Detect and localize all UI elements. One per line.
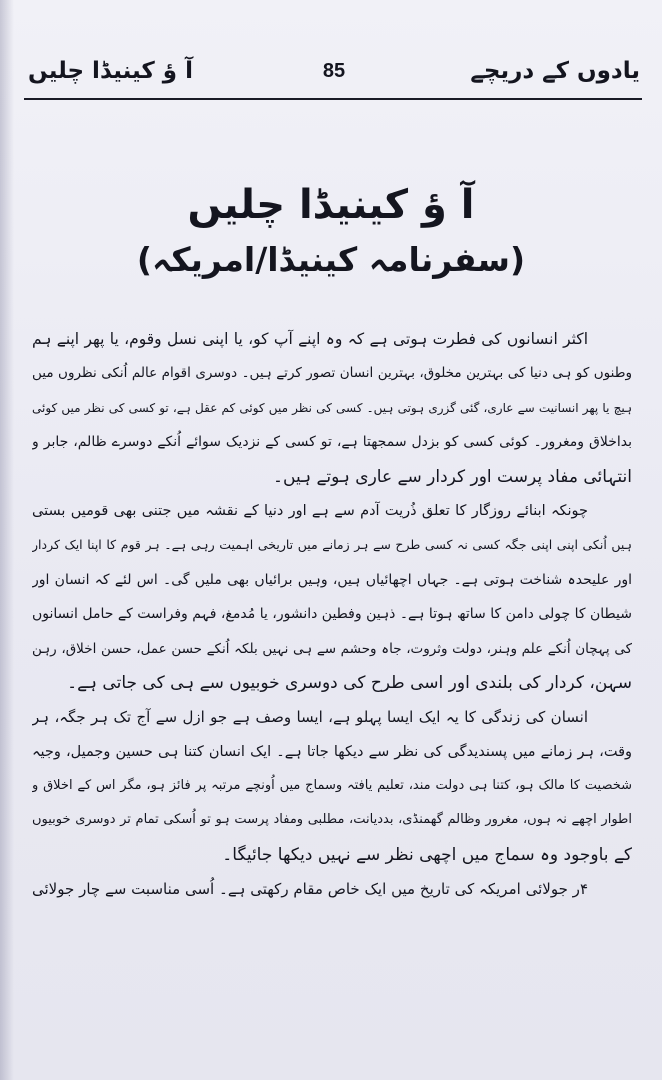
chapter-title: آ ؤ کینیڈا چلیں: [187, 182, 475, 228]
body-line: اور علیحدہ شناخت ہوتی ہے۔ جہاں اچھائیاں ہیں، وہیں برائیاں بھی ملیں گی۔ اس لئے کہ انسان اور: [32, 571, 632, 588]
book-title: یادوں کے دریچے: [470, 58, 640, 84]
body-line: شیطان کا چولی دامن کا ساتھ ہوتا ہے۔ ذہین وفطین دانشور، یا مُدمغ، فہم وفراست کے حامل انسانوں: [32, 606, 632, 623]
body-line: کی پہچان اُنکے علم وہنر، دولت وثروت، جاہ وحشم سے ہی نہیں بلکہ اُنکے حسن عمل، حسن اخلاق، رہن: [32, 640, 632, 657]
body-line: ۴ر جولائی امریکہ کی تاریخ میں ایک خاص مقام رکھتی ہے۔ اُسی مناسبت سے چار جولائی: [32, 880, 588, 899]
body-text: [32, 322, 632, 907]
body-line: بداخلاق ومغرور۔ کوئی کسی کو بزدل سمجھتا ہے، تو کسی کے نزدیک سوائے اُنکے دوسرے ظالم، جابر و: [32, 434, 632, 451]
body-line: انسان کی زندگی کا یہ ایک ایسا پہلو ہے، ایسا وصف ہے جو ازل سے آج تک ہر جگہ، ہر: [32, 708, 588, 727]
body-line: انتہائی مفاد پرست اور کردار سے عاری ہوتے ہیں۔: [273, 466, 632, 487]
chapter-subtitle: (سفرنامہ کینیڈا/امریکہ): [136, 240, 526, 279]
body-line: وقت، ہر زمانے میں پسندیدگی کی نظر سے دیکھا جاتا ہے۔ ایک انسان کتنا ہی حسین وجمیل، وجیہ: [32, 743, 632, 760]
body-line: وطنوں کو ہی دنیا کی بہترین مخلوق، بہترین انسان تصور کرتے ہیں۔ دوسری اقوام عالم اُنکی نظروں میں: [32, 365, 632, 382]
body-line: اکثر انسانوں کی فطرت ہوتی ہے کہ وہ اپنے آپ کو، یا اپنی نسل وقوم، یا پھر اپنے ہم: [32, 330, 588, 348]
body-line: ہیچ یا پھر انسانیت سے عاری، گئی گزری ہوتی ہیں۔ کسی کی نظر میں کوئی کم عقل ہے، تو کسی کی نظر میں کوئی: [32, 400, 632, 415]
page-number: 85: [322, 60, 346, 82]
body-line: شخصیت کا مالک ہو، کتنا ہی دولت مند، تعلیم یافتہ وسماج میں اُونچے مرتبہ پر فائز ہو، مگر اس کے اخلاق و: [32, 778, 632, 794]
body-line: کے باوجود وہ سماج میں اچھی نظر سے نہیں دیکھا جائیگا۔: [222, 844, 632, 865]
body-line: اطوار اچھے نہ ہوں، مغرور وظالم گھمنڈی، بددیانت، مطلبی ومفاد پرست ہو تو اُسکی تمام تر دوسری خوبیوں: [32, 812, 632, 828]
header-divider: [24, 98, 642, 100]
body-line: سہن، کردار کی بلندی اور اسی طرح کی دوسری خوبیوں سے ہی کی جاتی ہے۔: [67, 672, 632, 693]
body-line: چونکہ ابنائے روزگار کا تعلق ذُریت آدم سے ہے اور دنیا کے نقشہ میں جتنی بھی قومیں بستی: [32, 502, 588, 519]
body-line: ہیں اُنکی اپنی اپنی جگہ کسی نہ کسی طرح سے ہر زمانے میں تاریخی اہمیت رہی ہے۔ ہر قوم کا اپنا ایک کردار: [32, 537, 632, 553]
chapter-running-title: آ ؤ کینیڈا چلیں: [28, 58, 193, 84]
page-header: [28, 48, 640, 98]
